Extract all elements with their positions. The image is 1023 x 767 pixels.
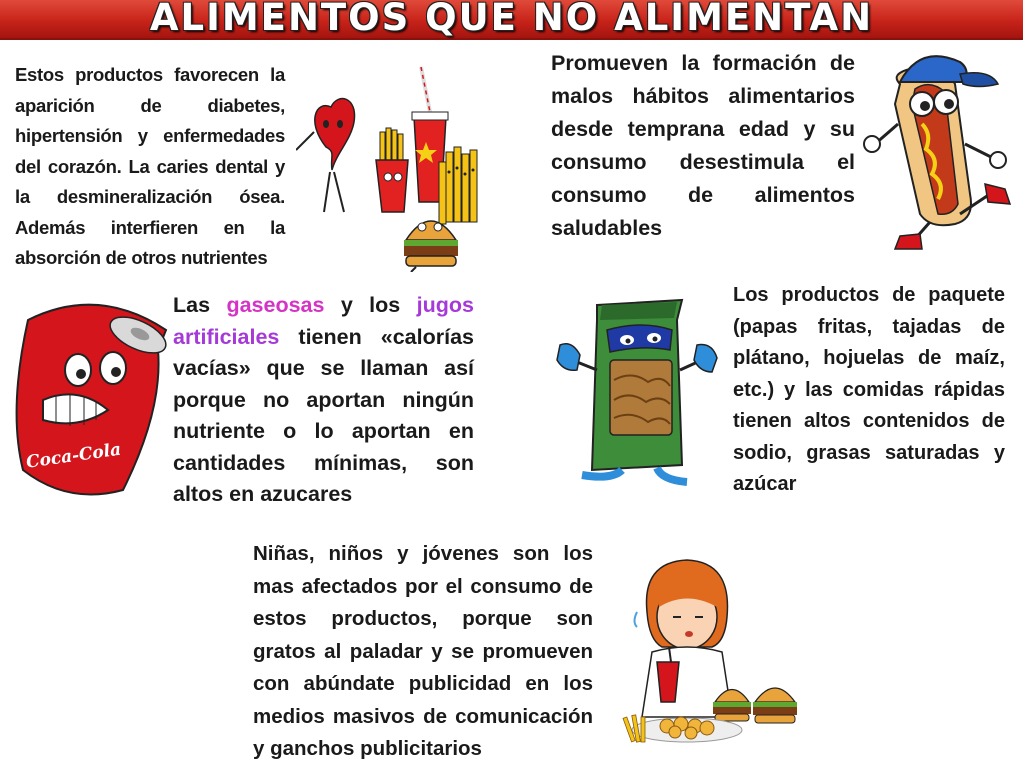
gaseosas-highlight: gaseosas	[226, 293, 325, 317]
health-effects-text: Estos productos favorecen la aparición de diabetes, hipertensión y enfermedades del corazón. La caries dental y la desmineralización ósea. Además interfieren en la absorción de otros nutrientes	[15, 64, 285, 268]
can-logo-text: Coca-Cola	[24, 439, 123, 473]
page-title: ALIMENTOS QUE NO ALIMENTAN	[149, 0, 874, 39]
hot-dog-character-illustration	[860, 44, 1020, 254]
jugos-highlight: jugos artificiales	[173, 293, 474, 349]
bad-habits-text: Promueven la formación de malos hábitos alimentarios desde temprana edad y su consumo desestimula el consumo de alimentos saludables	[551, 51, 855, 240]
title-banner	[0, 0, 1023, 40]
packaged-food-text: Los productos de paquete (papas fritas, tajadas de plátano, hojuelas de maíz, etc.) y las comidas rápidas tienen altos contenidos de sodio, grasas saturadas y azúcar	[733, 284, 1005, 495]
text-part: tienen «calorías vacías» que se llaman así porque no aportan ningún nutriente o lo aportan en cantidades mínimas, son altos en azucares	[173, 324, 474, 506]
text-part: Las	[173, 293, 227, 317]
chip-bag-character-illustration	[552, 290, 727, 490]
junk-food-characters-illustration	[296, 62, 486, 272]
girl-eating-fast-food-illustration	[607, 552, 802, 752]
soda-can-character-illustration	[8, 290, 173, 500]
children-affected-text: Niñas, niños y jóvenes son los mas afectados por el consumo de estos productos, porque son gratos al paladar y se promueven con abúndate publicidad en los medios masivos de comunicación y ganchos publicitarios	[253, 542, 593, 760]
text-part: y los	[324, 293, 417, 317]
empty-calories-text	[173, 290, 474, 511]
